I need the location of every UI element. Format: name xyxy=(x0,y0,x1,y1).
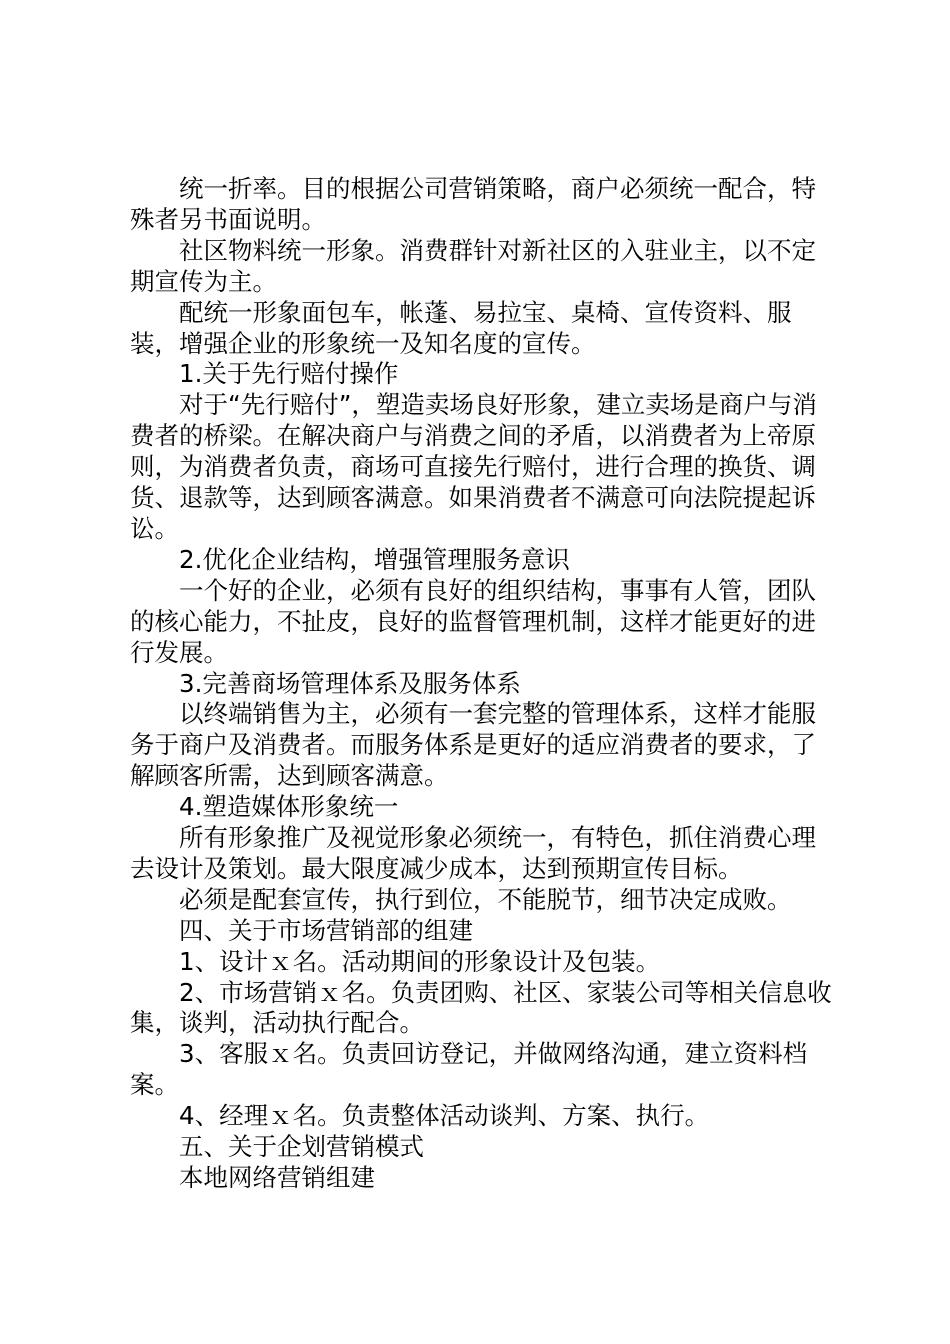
heading-optimize-structure: 2.优化企业结构，增强管理服务意识 xyxy=(179,544,570,574)
paragraph-unified-image-vehicle: 配统一形象面包车，帐蓬、易拉宝、桌椅、宣传资料、服装，增强企业的形象统一及知名度的宣传。 xyxy=(130,297,792,358)
paragraph-advance-compensation: 对于“先行赔付”，塑造卖场良好形象，建立卖场是商户与消费者的桥梁。在解决商户与消费之间的矛盾，以消费者为上帝原则，为消费者负责，商场可直接先行赔付，进行合理的换货、调货、退款等，达到顾客满意。如果消费者不满意可向法院提起诉讼。 xyxy=(130,390,817,543)
paragraph-media-image: 所有形象推广及视觉形象必须统一，有特色，抓住消费心理去设计及策划。最大限度减少成本，达到预期宣传目标。 xyxy=(130,823,816,883)
list-item-marketing: 2、市场营销ｘ名。负责团购、社区、家装公司等相关信息收集，谈判，活动执行配合。 xyxy=(130,977,832,1038)
list-item-manager: 4、经理ｘ名。负责整体活动谈判、方案、执行。 xyxy=(179,1101,710,1131)
paragraph-local-network-marketing: 本地网络营销组建 xyxy=(179,1163,375,1192)
paragraph-community-materials: 社区物料统一形象。消费群针对新社区的入驻业主，以不定期宣传为主。 xyxy=(130,235,816,296)
paragraph-optimize-structure: 一个好的企业，必须有良好的组织结构，事事有人管，团队的核心能力，不扯皮，良好的监督管理机制，这样才能更好的进行发展。 xyxy=(130,575,816,667)
list-item-design: 1、设计ｘ名。活动期间的形象设计及包装。 xyxy=(179,946,661,976)
list-item-customer-service: 3、客服ｘ名。负责回访登记，并做网络沟通，建立资料档案。 xyxy=(130,1039,808,1100)
paragraph-supporting-promotion: 必须是配套宣传，执行到位，不能脱节，细节决定成败。 xyxy=(179,884,792,914)
paragraph-unified-discount: 统一折率。目的根据公司营销策略，商户必须统一配合，特殊者另书面说明。 xyxy=(130,174,816,234)
heading-advance-compensation: 1.关于先行赔付操作 xyxy=(179,359,399,389)
paragraph-management-system: 以终端销售为主，必须有一套完整的管理体系，这样才能服务于商户及消费者。而服务体系是更好的适应消费者的要求，了解顾客所需，达到顾客满意。 xyxy=(130,699,816,791)
heading-media-image: 4.塑造媒体形象统一 xyxy=(179,792,399,822)
document-body xyxy=(130,174,840,1194)
heading-planning-marketing-mode: 五、关于企划营销模式 xyxy=(179,1132,424,1162)
heading-management-system: 3.完善商场管理体系及服务体系 xyxy=(179,668,521,698)
heading-marketing-department: 四、关于市场营销部的组建 xyxy=(179,915,473,945)
